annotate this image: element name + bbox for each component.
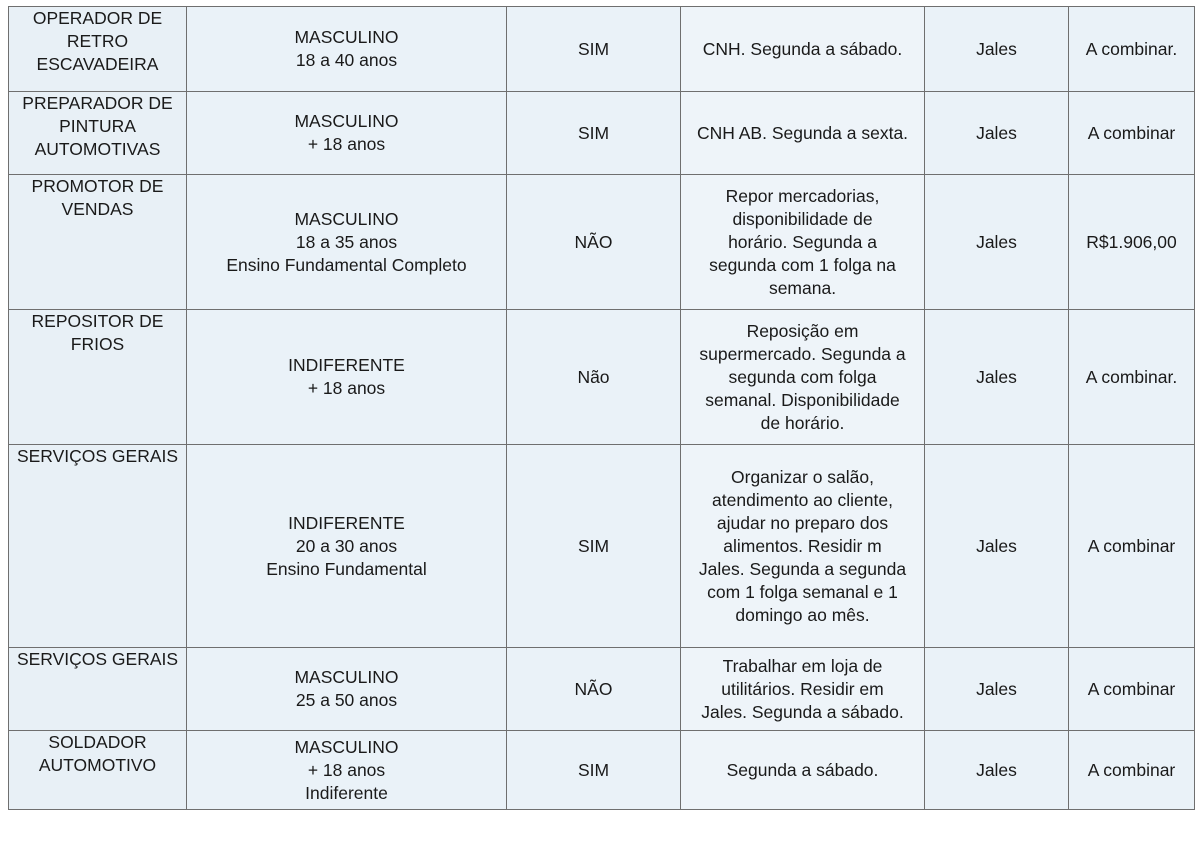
job-description-cell-line: atendimento ao cliente, xyxy=(712,489,893,510)
job-description-cell-line: segunda com folga xyxy=(728,366,877,387)
salary-cell xyxy=(1069,648,1195,731)
job-title-cell-line: REPOSITOR DE xyxy=(31,311,164,331)
job-description-cell-line: domingo ao mês. xyxy=(735,604,870,625)
city-cell-text: Jales xyxy=(976,231,1017,252)
salary-cell-text: R$1.906,00 xyxy=(1086,231,1177,252)
city-cell-text: Jales xyxy=(976,759,1017,780)
job-title-cell-line: OPERADOR DE xyxy=(32,8,163,28)
city-cell xyxy=(925,92,1069,175)
table-row xyxy=(9,175,1195,310)
candidate-profile-cell-line: Ensino Fundamental Completo xyxy=(226,254,467,275)
city-cell-text: Jales xyxy=(976,122,1017,143)
job-description-cell-line: alimentos. Residir m xyxy=(723,535,882,556)
candidate-profile-cell-line: 20 a 30 anos xyxy=(295,535,398,556)
cnh-required-cell xyxy=(507,310,681,445)
candidate-profile-cell xyxy=(187,445,507,648)
job-description-cell xyxy=(681,648,925,731)
candidate-profile-cell-line: + 18 anos xyxy=(307,759,386,780)
job-title-cell xyxy=(9,310,187,445)
city-cell-text: Jales xyxy=(976,678,1017,699)
job-description-cell-line: horário. Segunda a xyxy=(728,231,877,252)
cnh-required-cell xyxy=(507,731,681,810)
table-row xyxy=(9,92,1195,175)
job-description-cell xyxy=(681,175,925,310)
job-listings-table xyxy=(8,6,1195,810)
city-cell xyxy=(925,445,1069,648)
job-description-cell-line: semanal. Disponibilidade xyxy=(705,389,900,410)
candidate-profile-cell xyxy=(187,731,507,810)
job-description-cell-line: Repor mercadorias, xyxy=(725,185,880,206)
job-title-cell xyxy=(9,92,187,175)
job-title-cell-line: AUTOMOTIVO xyxy=(38,755,157,775)
job-description-cell-line: Jales. Segunda a segunda xyxy=(698,558,907,579)
candidate-profile-cell-line: + 18 anos xyxy=(307,378,386,398)
salary-cell-text: A combinar xyxy=(1087,535,1176,556)
candidate-profile-cell-line: MASCULINO xyxy=(294,736,399,757)
job-title-cell xyxy=(9,445,187,648)
salary-cell xyxy=(1069,445,1195,648)
table-row xyxy=(9,310,1195,445)
candidate-profile-cell-line: 25 a 50 anos xyxy=(295,690,398,710)
candidate-profile-cell-line: Ensino Fundamental xyxy=(266,558,427,579)
job-description-cell-line: com 1 folga semanal e 1 xyxy=(707,581,898,602)
city-cell xyxy=(925,7,1069,92)
candidate-profile-cell-line: MASCULINO xyxy=(294,111,399,131)
job-title-cell-line: SERVIÇOS GERAIS xyxy=(16,649,179,669)
job-title-cell-line: PINTURA xyxy=(59,116,136,136)
candidate-profile-cell-line: MASCULINO xyxy=(294,27,399,47)
candidate-profile-cell-line: MASCULINO xyxy=(294,208,399,229)
candidate-profile-cell-line: 18 a 40 anos xyxy=(295,50,398,70)
city-cell-text: Jales xyxy=(976,535,1017,556)
cnh-required-cell xyxy=(507,445,681,648)
city-cell-text: Jales xyxy=(976,366,1017,387)
job-description-cell-line: CNH AB. Segunda a sexta. xyxy=(696,122,909,143)
job-title-cell-line: RETRO xyxy=(66,31,129,51)
candidate-profile-cell-line: 18 a 35 anos xyxy=(295,231,398,252)
job-description-cell xyxy=(681,731,925,810)
job-description-cell xyxy=(681,7,925,92)
salary-cell-text: A combinar. xyxy=(1085,366,1178,387)
cnh-required-cell-text: SIM xyxy=(577,122,610,143)
job-title-cell xyxy=(9,648,187,731)
salary-cell-text: A combinar xyxy=(1087,759,1176,780)
candidate-profile-cell xyxy=(187,7,507,92)
job-description-cell xyxy=(681,92,925,175)
job-listings-body xyxy=(9,7,1195,810)
job-title-cell-line: FRIOS xyxy=(70,334,125,354)
salary-cell xyxy=(1069,731,1195,810)
job-description-cell-line: Segunda a sábado. xyxy=(726,759,879,780)
city-cell xyxy=(925,175,1069,310)
job-title-cell-line: PREPARADOR DE xyxy=(22,93,173,113)
job-title-cell-line: SERVIÇOS GERAIS xyxy=(16,446,179,466)
job-title-cell-line: AUTOMOTIVAS xyxy=(34,139,161,159)
cnh-required-cell xyxy=(507,7,681,92)
job-title-cell xyxy=(9,731,187,810)
job-title-cell-line: VENDAS xyxy=(61,199,134,219)
city-cell xyxy=(925,310,1069,445)
job-title-cell xyxy=(9,7,187,92)
table-row xyxy=(9,648,1195,731)
salary-cell xyxy=(1069,7,1195,92)
job-description-cell xyxy=(681,310,925,445)
job-description-cell-line: disponibilidade de xyxy=(732,208,873,229)
job-description-cell-line: ajudar no preparo dos xyxy=(716,512,889,533)
cnh-required-cell xyxy=(507,175,681,310)
job-title-cell-line: SOLDADOR xyxy=(48,732,147,752)
cnh-required-cell-text: SIM xyxy=(577,759,610,780)
job-description-cell-line: Reposição em xyxy=(746,320,859,341)
city-cell xyxy=(925,731,1069,810)
job-title-cell-line: ESCAVADEIRA xyxy=(36,54,159,74)
candidate-profile-cell-line: INDIFERENTE xyxy=(288,512,405,533)
city-cell xyxy=(925,648,1069,731)
cnh-required-cell xyxy=(507,648,681,731)
table-row xyxy=(9,445,1195,648)
job-title-cell xyxy=(9,175,187,310)
salary-cell-text: A combinar xyxy=(1087,678,1176,699)
salary-cell xyxy=(1069,310,1195,445)
candidate-profile-cell xyxy=(187,92,507,175)
salary-cell-text: A combinar. xyxy=(1085,38,1178,59)
job-description-cell-line: Organizar o salão, xyxy=(731,466,874,487)
job-description-cell xyxy=(681,445,925,648)
salary-cell xyxy=(1069,92,1195,175)
job-description-cell-line: Trabalhar em loja de xyxy=(722,655,883,676)
table-row xyxy=(9,7,1195,92)
job-description-cell-line: Jales. Segunda a sábado. xyxy=(701,701,904,722)
job-title-cell-line: PROMOTOR DE xyxy=(31,176,164,196)
cnh-required-cell-text: SIM xyxy=(577,535,610,556)
cnh-required-cell-text: Não xyxy=(577,366,610,387)
job-description-cell-line: CNH. Segunda a sábado. xyxy=(702,38,903,59)
candidate-profile-cell-line: + 18 anos xyxy=(307,134,386,154)
job-description-cell-line: supermercado. Segunda a xyxy=(699,343,906,364)
job-description-cell-line: semana. xyxy=(768,277,837,298)
candidate-profile-cell xyxy=(187,648,507,731)
city-cell-text: Jales xyxy=(976,38,1017,59)
cnh-required-cell-text: NÃO xyxy=(574,678,613,699)
job-description-cell-line: utilitários. Residir em xyxy=(721,678,884,699)
salary-cell xyxy=(1069,175,1195,310)
candidate-profile-cell xyxy=(187,175,507,310)
cnh-required-cell-text: SIM xyxy=(577,38,610,59)
cnh-required-cell xyxy=(507,92,681,175)
candidate-profile-cell-line: Indiferente xyxy=(305,782,388,803)
table-row xyxy=(9,731,1195,810)
salary-cell-text: A combinar xyxy=(1087,122,1176,143)
candidate-profile-cell-line: MASCULINO xyxy=(294,667,399,687)
candidate-profile-cell-line: INDIFERENTE xyxy=(288,355,405,375)
job-description-cell-line: segunda com 1 folga na xyxy=(709,254,896,275)
cnh-required-cell-text: NÃO xyxy=(574,231,613,252)
job-description-cell-line: de horário. xyxy=(760,412,845,433)
candidate-profile-cell xyxy=(187,310,507,445)
